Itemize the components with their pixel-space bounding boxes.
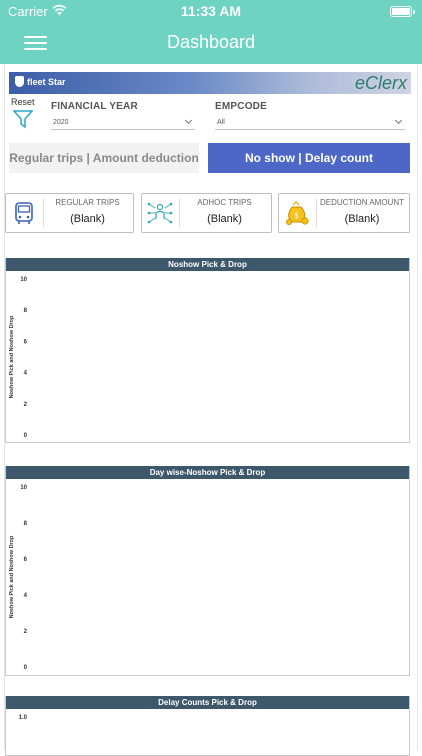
empcode-label: EMPCODE — [215, 101, 267, 112]
chart-noshow-pick-drop — [5, 258, 410, 443]
tab-no-show-delay[interactable]: No show | Delay count — [208, 143, 410, 173]
chevron-down-icon — [185, 117, 192, 124]
kpi-adhoc-trips — [141, 193, 272, 233]
y-tick-label: 0 — [23, 433, 27, 439]
kpi-label: ADHOC TRIPS — [197, 198, 252, 207]
chart-title: Day wise-Noshow Pick & Drop — [6, 466, 409, 479]
status-bar — [0, 0, 422, 22]
chart-daywise-noshow-pick-drop — [5, 466, 410, 676]
financial-year-value: 2020 — [53, 119, 69, 126]
kpi-regular-trips — [5, 193, 134, 233]
shield-icon — [15, 76, 24, 87]
financial-year-dropdown[interactable] — [51, 116, 195, 130]
fleet-star-logo — [15, 76, 66, 87]
battery-icon — [390, 6, 412, 17]
tab-regular-trips[interactable]: Regular trips | Amount deduction — [9, 143, 199, 173]
bus-icon — [10, 199, 38, 227]
reset-label[interactable]: Reset — [11, 97, 35, 107]
y-tick-label: 2 — [23, 629, 27, 635]
fleet-star-name: fleet Star — [27, 76, 66, 87]
y-tick-label: 6 — [23, 557, 27, 563]
y-tick-label: 0 — [23, 665, 27, 671]
y-axis-label: Noshow Pick and Noshow Drop — [9, 315, 15, 399]
y-tick-label: 8 — [23, 521, 27, 527]
chart-plot-area — [6, 709, 411, 756]
financial-year-label: FINANCIAL YEAR — [51, 101, 138, 112]
chart-plot-area — [6, 479, 411, 676]
money-bag-icon — [283, 199, 311, 227]
chart-title: Noshow Pick & Drop — [6, 258, 409, 271]
y-tick-label: 10 — [20, 485, 27, 491]
empcode-value: All — [217, 119, 225, 126]
network-person-icon — [146, 199, 174, 227]
funnel-icon[interactable] — [13, 109, 33, 129]
y-tick-label: 4 — [23, 370, 27, 377]
page-title: Dashboard — [166, 32, 256, 52]
eclerx-logo: eClerx — [354, 73, 407, 93]
y-tick-label: 10 — [20, 277, 27, 283]
kpi-value: (Blank) — [344, 213, 380, 225]
brand-banner — [9, 72, 411, 94]
y-tick-label: 1.0 — [18, 715, 27, 721]
kpi-value: (Blank) — [207, 213, 242, 225]
kpi-label: DEDUCTION AMOUNT — [320, 198, 404, 207]
carrier-label: Carrier — [8, 4, 48, 19]
kpi-value: (Blank) — [70, 213, 105, 225]
report-canvas — [4, 64, 418, 750]
y-tick-label: 8 — [23, 308, 27, 315]
empcode-dropdown[interactable] — [215, 116, 405, 130]
svg-text:$: $ — [293, 211, 300, 220]
clock: 11:33 AM — [180, 3, 242, 19]
y-tick-label: 4 — [23, 593, 27, 599]
y-axis-label: Noshow Pick and Noshow Drop — [9, 535, 15, 619]
chart-plot-area — [6, 271, 411, 443]
chart-delay-counts-pick-drop — [5, 696, 410, 756]
y-tick-label: 2 — [23, 401, 27, 408]
app-header — [0, 0, 422, 64]
y-tick-label: 6 — [23, 339, 27, 346]
kpi-label: REGULAR TRIPS — [55, 198, 120, 207]
chart-title: Delay Counts Pick & Drop — [6, 696, 409, 709]
chevron-down-icon — [395, 117, 402, 124]
kpi-deduction-amount — [278, 193, 410, 233]
